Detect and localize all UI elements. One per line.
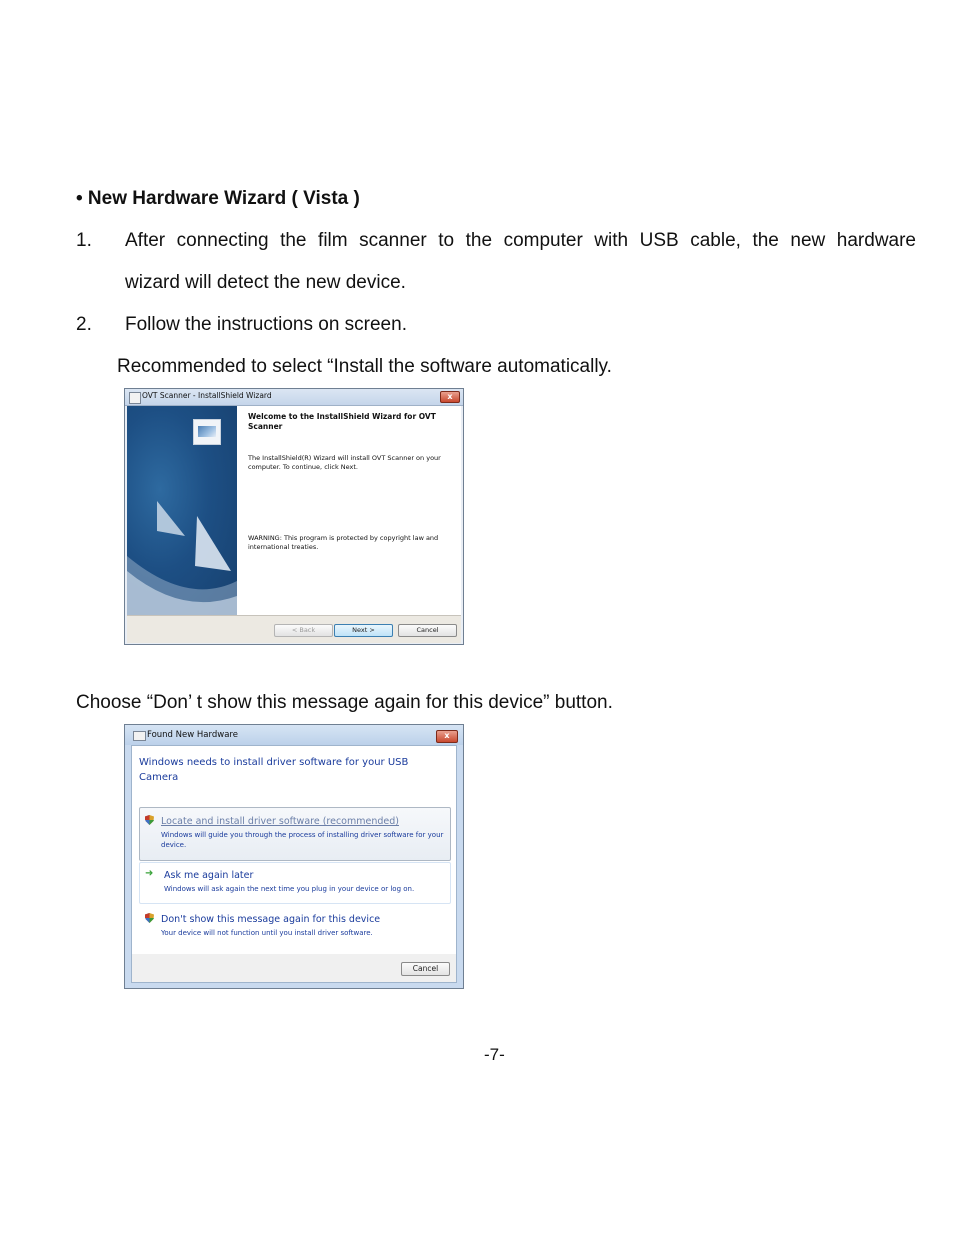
dialog-body <box>131 745 457 955</box>
option-description: Your device will not function until you install driver software. <box>161 929 373 937</box>
dialog-header-text: Windows needs to install driver software for your USB Camera <box>139 757 409 783</box>
step-number: 1. <box>76 230 92 251</box>
recommendation-text: Recommended to select “Install the software automatically. <box>117 356 612 377</box>
title-bar <box>125 389 463 406</box>
cancel-button[interactable]: Cancel <box>398 624 457 637</box>
installer-icon <box>129 392 141 404</box>
option-ask-later[interactable] <box>139 862 451 904</box>
step-text: Follow the instructions on screen. <box>125 314 407 335</box>
next-button[interactable]: Next > <box>334 624 393 637</box>
shield-icon <box>145 815 155 826</box>
section-heading: • New Hardware Wizard ( Vista ) <box>76 188 360 209</box>
option-title: Ask me again later <box>164 870 254 881</box>
welcome-body-text: The InstallShield(R) Wizard will install OVT Scanner on your computer. To continue, click Next. <box>248 454 441 471</box>
step-text-continued: wizard will detect the new device. <box>125 272 406 293</box>
installshield-dialog <box>124 388 464 645</box>
shield-icon <box>145 913 155 924</box>
back-button[interactable]: < Back <box>274 624 333 637</box>
banner-artwork <box>127 406 237 615</box>
dialog-button-bar <box>131 954 457 983</box>
cancel-button[interactable]: Cancel <box>401 962 450 976</box>
option-description: Windows will ask again the next time you plug in your device or log on. <box>164 885 415 893</box>
page-number: -7- <box>484 1045 505 1064</box>
hardware-icon <box>133 731 146 741</box>
option-title: Locate and install driver software (recommended) <box>161 816 399 827</box>
option-title: Don't show this message again for this device <box>161 914 381 925</box>
close-button[interactable]: x <box>436 730 458 743</box>
window-title: Found New Hardware <box>147 730 238 740</box>
welcome-title: Welcome to the InstallShield Wizard for OVT Scanner <box>248 412 436 431</box>
step-number: 2. <box>76 314 92 335</box>
green-arrow-icon: ➜ <box>145 868 154 879</box>
choose-instruction-text: Choose “Don’ t show this message again for this device” button. <box>76 692 613 713</box>
found-new-hardware-dialog <box>124 724 464 989</box>
step-text: After connecting the film scanner to the computer with USB cable, the new hardware <box>125 230 916 251</box>
close-button[interactable]: x <box>440 391 460 403</box>
wizard-side-banner <box>127 406 237 615</box>
option-description: Windows will guide you through the process of installing driver software for your device. <box>161 831 444 849</box>
copyright-warning: WARNING: This program is protected by copyright law and international treaties. <box>248 534 439 551</box>
option-dont-show-again[interactable] <box>139 905 451 947</box>
window-title: OVT Scanner - InstallShield Wizard <box>142 391 272 400</box>
wizard-button-bar <box>127 615 461 643</box>
wizard-body <box>127 406 461 615</box>
title-bar <box>125 725 463 745</box>
option-locate-install[interactable] <box>139 807 451 861</box>
